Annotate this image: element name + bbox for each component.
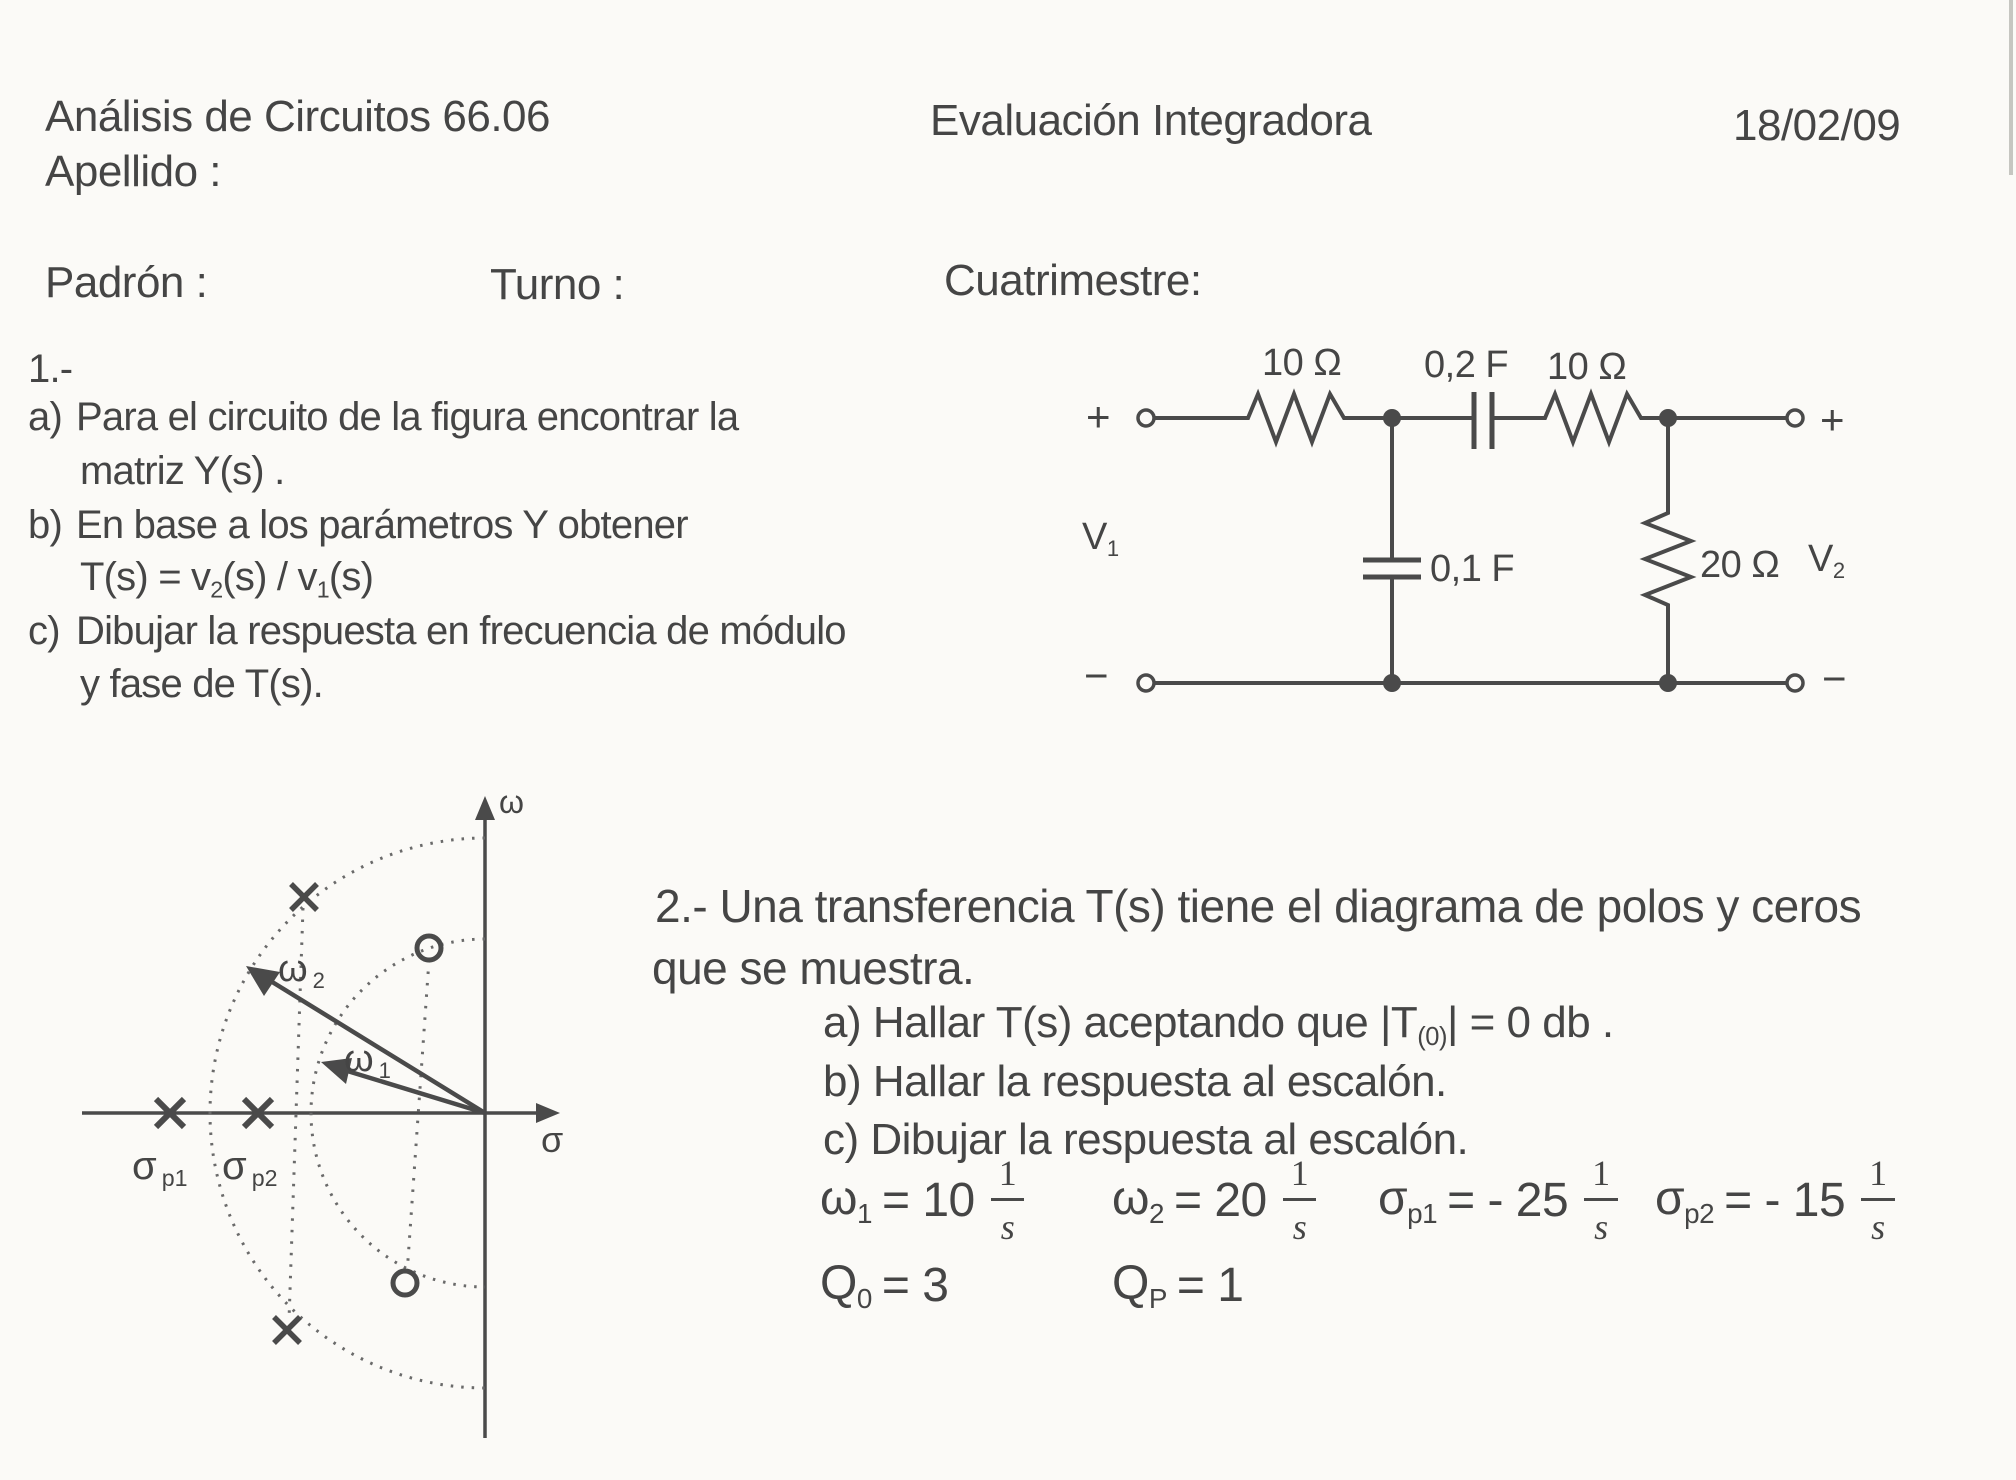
- problem2-line1: 2.- Una transferencia T(s) tiene el diagrama de polos y ceros: [655, 880, 1862, 932]
- q0-value: [820, 1256, 948, 1315]
- formula-omega1-value: = 10: [881, 1173, 975, 1227]
- omega1-symbol: ω: [344, 1038, 374, 1080]
- problem1-item-a-line1: Para el circuito de la figura encontrar la: [76, 395, 739, 439]
- complex-pole-lower: [274, 1317, 300, 1343]
- qp-symbol: $Q_P$: [1112, 1257, 1167, 1314]
- complex-pole-upper: [291, 884, 317, 910]
- problem2-item-a: [823, 998, 1614, 1052]
- polarity-plus-top-left: +: [1086, 393, 1111, 440]
- problem2-item-b: b) Hallar la respuesta al escalón.: [823, 1057, 1447, 1106]
- wire-top-left-and-resistor1: [1154, 394, 1474, 442]
- formula-sigma-p1-unit-fraction: $\frac{1}{s}$: [1584, 1152, 1618, 1248]
- formula-sigma-p1-symbol: $\sigma_{p1}$: [1378, 1171, 1438, 1229]
- formula-sigma-p2-symbol: $\sigma_{p2}$: [1655, 1171, 1715, 1229]
- polarity-minus-bottom-left: −: [1084, 652, 1109, 699]
- omega2-vector-label: [278, 950, 325, 992]
- eq-mid: (s) / v: [222, 555, 317, 599]
- polarity-plus-top-right: +: [1820, 396, 1845, 443]
- formula-sigma-p2: [1655, 1148, 1895, 1252]
- omega1-vector-label: [344, 1040, 391, 1082]
- problem1-number: 1.-: [28, 347, 73, 391]
- item-a-end: | = 0 db .: [1446, 998, 1614, 1047]
- problem2-item-c: c) Dibujar la respuesta al escalón.: [823, 1115, 1469, 1164]
- formula-sigma-p2-value: = - 15: [1724, 1173, 1846, 1227]
- problem1-item-c-line2: y fase de T(s).: [80, 662, 323, 706]
- node-dot-top-2: [1659, 409, 1677, 427]
- sigma-p1-subscript: p1: [161, 1165, 188, 1192]
- eq-pre: T(s) = v: [80, 555, 211, 599]
- node-dot-top-1: [1383, 409, 1401, 427]
- v2-subscript: 2: [1832, 558, 1845, 584]
- resistor-20ohm-branch: [1645, 418, 1691, 683]
- terminal-bottom-right: [1787, 675, 1803, 691]
- terminal-bottom-left: [1138, 675, 1154, 691]
- omega2-subscript: 2: [312, 968, 325, 994]
- qp-equals-value: = 1: [1176, 1258, 1244, 1312]
- port1-voltage-label: [1082, 518, 1119, 560]
- problem1-item-a-tag: a): [28, 395, 62, 439]
- sigma-p2-label: [222, 1146, 277, 1191]
- polarity-minus-bottom-right: −: [1822, 655, 1847, 702]
- omega1-subscript: 1: [378, 1058, 391, 1084]
- omega2-symbol: ω: [278, 948, 308, 990]
- zero-lower: [393, 1271, 417, 1295]
- problem1-item-b-line1: En base a los parámetros Y obtener: [76, 503, 688, 547]
- formula-omega2-value: = 20: [1173, 1173, 1267, 1227]
- sigma-p1-label: [132, 1146, 187, 1191]
- shunt-resistor-value-label: 20 Ω: [1700, 544, 1780, 586]
- resistor2-value-label: 10 Ω: [1547, 346, 1627, 388]
- problem1-item-a-line2: matriz Y(s) .: [80, 449, 285, 493]
- q0-equals-value: = 3: [881, 1258, 949, 1312]
- v2-symbol: V: [1808, 538, 1833, 580]
- v1-symbol: V: [1082, 516, 1107, 558]
- exam-date: 18/02/09: [1733, 101, 1901, 150]
- problem1-item-c-tag: c): [28, 609, 60, 653]
- q0-symbol: $Q_0$: [820, 1257, 872, 1314]
- sigma-p1-symbol: σ: [132, 1144, 157, 1188]
- terminal-top-left: [1138, 410, 1154, 426]
- problem2-line2: que se muestra.: [652, 942, 975, 994]
- series-capacitor-value-label: 0,2 F: [1424, 344, 1509, 386]
- formula-sigma-p1-value: = - 25: [1447, 1173, 1569, 1227]
- node-dot-bottom-1: [1383, 674, 1401, 692]
- dashed-line-through-zeros: [407, 960, 429, 1274]
- shift-label: Turno :: [490, 260, 625, 309]
- problem1-item-c-line1: Dibujar la respuesta en frecuencia de módulo: [76, 609, 846, 653]
- resistor1-value-label: 10 Ω: [1262, 342, 1342, 384]
- formula-omega1: [820, 1148, 1024, 1252]
- course-title: Análisis de Circuitos 66.06: [45, 92, 550, 141]
- formula-sigma-p2-unit-fraction: $\frac{1}{s}$: [1861, 1152, 1895, 1248]
- omega-axis-label: ω: [499, 784, 524, 820]
- circuit-schematic: [1138, 392, 1803, 692]
- formula-omega1-symbol: $\omega_1$: [820, 1171, 872, 1229]
- omega-axis-arrowhead: [475, 796, 495, 820]
- qp-value: [1112, 1256, 1243, 1315]
- wire-resistor2-to-right: [1492, 394, 1787, 442]
- port2-voltage-label: [1808, 540, 1845, 582]
- problem1-item-b-tag: b): [28, 503, 62, 547]
- eq-sub1: 1: [316, 576, 329, 603]
- formula-omega2-symbol: $\omega_2$: [1112, 1171, 1164, 1229]
- item-a-subscript: (0): [1417, 1023, 1447, 1052]
- sigma-axis-label: σ: [541, 1119, 564, 1160]
- node-dot-bottom-2: [1659, 674, 1677, 692]
- sigma-p2-subscript: p2: [251, 1165, 278, 1192]
- formula-omega2: [1112, 1148, 1316, 1252]
- surname-label: Apellido :: [45, 147, 222, 196]
- shunt-capacitor-value-label: 0,1 F: [1430, 548, 1515, 590]
- eq-sub2: 2: [210, 576, 223, 603]
- eq-end: (s): [328, 555, 374, 599]
- semester-label: Cuatrimestre:: [944, 256, 1202, 305]
- formula-omega1-unit-fraction: $\frac{1}{s}$: [991, 1152, 1025, 1248]
- formula-sigma-p1: [1378, 1148, 1618, 1252]
- zero-upper: [417, 936, 441, 960]
- exam-title: Evaluación Integradora: [930, 96, 1372, 145]
- formula-omega2-unit-fraction: $\frac{1}{s}$: [1283, 1152, 1317, 1248]
- terminal-top-right: [1787, 410, 1803, 426]
- item-a-pre: a) Hallar T(s) aceptando que |T: [823, 998, 1418, 1047]
- padron-label: Padrón :: [45, 258, 208, 307]
- v1-subscript: 1: [1106, 536, 1119, 562]
- pole-zero-diagram: [82, 796, 560, 1438]
- sigma-p2-symbol: σ: [222, 1144, 247, 1188]
